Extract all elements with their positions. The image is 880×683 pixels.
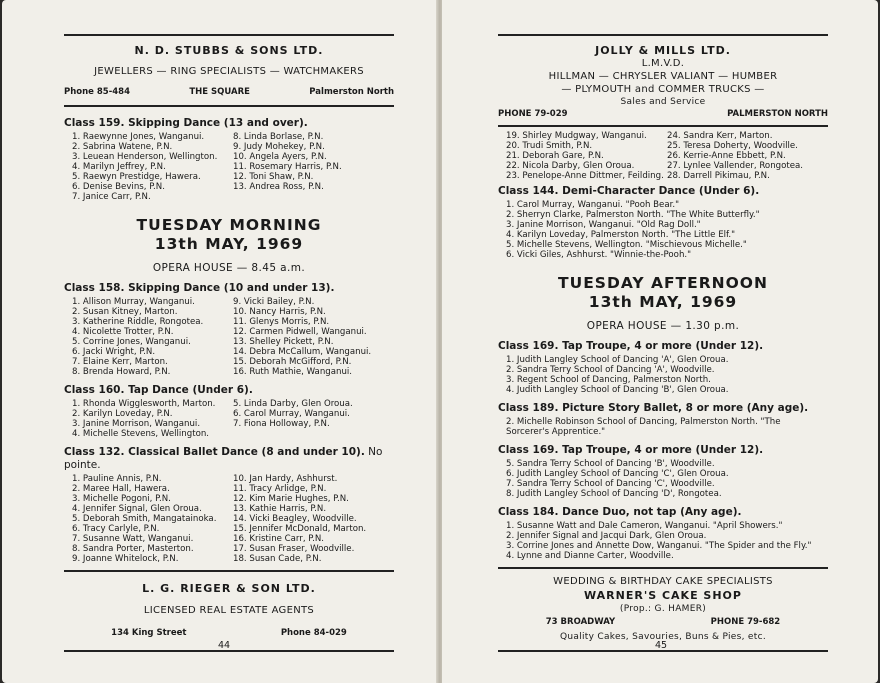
list-item: 5. Raewyn Prestidge, Hawera. — [72, 172, 201, 182]
session-day: TUESDAY MORNING — [136, 216, 322, 234]
ad-phone: Phone 85-484 — [64, 87, 130, 97]
list-item: 25. Teresa Doherty, Woodville. — [667, 141, 798, 151]
entry-column — [64, 474, 233, 564]
list-item: 1. Raewynne Jones, Wanganui. — [72, 132, 205, 142]
class-title: Class 169. Tap Troupe, 4 or more (Under 12). — [498, 340, 764, 352]
rule — [498, 567, 828, 569]
rule — [64, 570, 394, 572]
list-item: 13. Andrea Ross, P.N. — [233, 182, 324, 192]
list-item: 6. Carol Murray, Wanganui. — [233, 409, 350, 419]
class-title: Class 159. Skipping Dance (13 and over). — [64, 117, 308, 129]
list-item: 7. Elaine Kerr, Marton. — [72, 357, 168, 367]
list-item: 1. Susanne Watt and Dale Cameron, Wanganui. "April Showers." — [506, 521, 783, 531]
entry-list — [498, 521, 828, 561]
session-day: TUESDAY AFTERNOON — [558, 274, 768, 292]
list-item: 15. Jennifer McDonald, Marton. — [233, 524, 367, 534]
list-item: 6. Jacki Wright, P.N. — [72, 347, 156, 357]
list-item: 3. Janine Morrison, Wanganui. — [72, 419, 201, 429]
list-item: 6. Judith Langley School of Dancing 'C', Glen Oroua. — [506, 469, 729, 479]
entry-list — [498, 200, 828, 260]
list-item: 8. Sandra Porter, Masterton. — [72, 544, 194, 554]
class-title-block — [64, 446, 394, 472]
session-heading — [64, 216, 394, 254]
list-item: 5. Sandra Terry School of Dancing 'B', Woodville. — [506, 459, 715, 469]
list-item: 3. Corrine Jones and Annette Dow, Wanganui. "The Spider and the Fly." — [506, 541, 812, 551]
list-item: 9. Joanne Whitelock, P.N. — [72, 554, 179, 564]
entry-column — [233, 297, 394, 377]
class-title: Class 158. Skipping Dance (10 and under 13). — [64, 282, 335, 294]
rule — [64, 105, 394, 107]
ad-phone: Phone 84-029 — [280, 628, 347, 638]
ad-contact-row — [64, 87, 394, 97]
list-item: 13. Shelley Pickett, P.N. — [233, 337, 334, 347]
page-number: 44 — [218, 640, 231, 651]
entry-list — [498, 417, 828, 437]
list-item: 3. Michelle Pogoni, P.N. — [72, 494, 171, 504]
class-title: Class 144. Demi-Character Dance (Under 6). — [498, 185, 760, 197]
ad-line: L.M.V.D. — [641, 58, 685, 69]
list-item: 11. Rosemary Harris, P.N. — [233, 162, 342, 172]
entry-list — [64, 474, 394, 564]
list-item: 7. Susanne Watt, Wanganui. — [72, 534, 194, 544]
ad-phone: PHONE 79-682 — [710, 617, 781, 627]
list-item: 4. Lynne and Dianne Carter, Woodville. — [506, 551, 674, 561]
rule — [498, 125, 828, 127]
ad-address: THE SQUARE — [189, 87, 250, 97]
list-item: 3. Leuean Henderson, Wellington. — [72, 152, 218, 162]
ad-tagline: JEWELLERS — RING SPECIALISTS — WATCHMAKERS — [94, 66, 364, 77]
list-item: 4. Nicolette Trotter, P.N. — [72, 327, 174, 337]
list-item: 23. Penelope-Anne Dittmer, Feilding. — [506, 171, 664, 181]
list-item: 13. Kathie Harris, P.N. — [233, 504, 327, 514]
ad-name: WARNER'S CAKE SHOP — [584, 589, 742, 602]
list-item: 1. Judith Langley School of Dancing 'A', Glen Oroua. — [506, 355, 729, 365]
entry-column — [498, 131, 667, 181]
entry-list — [64, 399, 394, 439]
list-item: 24. Sandra Kerr, Marton. — [667, 131, 773, 141]
list-item: 8. Linda Borlase, P.N. — [233, 132, 324, 142]
list-item: 4. Karilyn Loveday, Palmerston North. "The Little Elf." — [506, 230, 736, 240]
ad-town: PALMERSTON NORTH — [727, 109, 828, 119]
list-item: 11. Glenys Morris, P.N. — [233, 317, 330, 327]
list-item: 5. Michelle Stevens, Wellington. "Mischievous Michelle." — [506, 240, 747, 250]
rule — [498, 34, 828, 36]
entry-list — [498, 459, 828, 499]
session-date: 13th MAY, 1969 — [154, 235, 304, 253]
list-item: 6. Denise Bevins, P.N. — [72, 182, 165, 192]
list-item: 5. Linda Darby, Glen Oroua. — [233, 399, 353, 409]
ad-address: 134 King Street — [111, 628, 187, 638]
ad-line: WEDDING & BIRTHDAY CAKE SPECIALISTS — [553, 576, 773, 587]
ad-tagline: LICENSED REAL ESTATE AGENTS — [143, 605, 315, 616]
list-item: 6. Vicki Giles, Ashhurst. "Winnie-the-Pooh." — [506, 250, 692, 260]
ad-name: L. G. RIEGER & SON LTD. — [142, 582, 316, 595]
entry-list — [498, 355, 828, 395]
list-item: 3. Janine Morrison, Wanganui. "Old Rag Doll." — [506, 220, 701, 230]
ad-name: JOLLY & MILLS LTD. — [595, 44, 731, 57]
list-item: 7. Sandra Terry School of Dancing 'C', Woodville. — [506, 479, 715, 489]
page-number: 45 — [655, 640, 668, 651]
session-heading — [498, 274, 828, 312]
list-item: 2. Karilyn Loveday, P.N. — [72, 409, 173, 419]
entry-column — [667, 131, 828, 181]
list-item: 7. Janice Carr, P.N. — [72, 192, 151, 202]
list-item: 18. Susan Cade, P.N. — [233, 554, 322, 564]
class-title-tail: No pointe. — [64, 446, 383, 471]
ad-line: (Prop.: G. HAMER) — [619, 604, 707, 614]
list-item: 5. Deborah Smith, Mangatainoka. — [72, 514, 217, 524]
list-item: 4. Michelle Stevens, Wellington. — [72, 429, 210, 439]
entry-list — [64, 297, 394, 377]
class-title: Class 184. Dance Duo, not tap (Any age). — [498, 506, 742, 518]
ad-stubbs — [64, 34, 394, 107]
list-item: 28. Darrell Pikimau, P.N. — [667, 171, 770, 181]
entry-column — [64, 297, 233, 377]
ad-town: Palmerston North — [309, 87, 394, 97]
list-item: 27. Lynlee Vallender, Rongotea. — [667, 161, 804, 171]
list-item: 9. Judy Mohekey, P.N. — [233, 142, 325, 152]
list-item: 19. Shirley Mudgway, Wanganui. — [506, 131, 647, 141]
list-item: 6. Tracy Carlyle, P.N. — [72, 524, 160, 534]
list-item: 22. Nicola Darby, Glen Oroua. — [506, 161, 635, 171]
entry-list — [64, 132, 394, 202]
list-item: 3. Katherine Riddle, Rongotea. — [72, 317, 204, 327]
session-venue: OPERA HOUSE — 1.30 p.m. — [586, 320, 740, 332]
list-item: 20. Trudi Smith, P.N. — [506, 141, 593, 151]
list-item: 14. Vicki Beagley, Woodville. — [233, 514, 357, 524]
list-item: 10. Angela Ayers, P.N. — [233, 152, 327, 162]
class-title: Class 132. Classical Ballet Dance (8 and under 10). — [64, 446, 365, 458]
list-item: 8. Judith Langley School of Dancing 'D', Rongotea. — [506, 489, 722, 499]
ad-line: Sales and Service — [620, 97, 706, 107]
list-item: 2. Sabrina Watene, P.N. — [72, 142, 173, 152]
list-item: 2. Sherryn Clarke, Palmerston North. "The White Butterfly." — [506, 210, 760, 220]
list-item: 17. Susan Fraser, Woodville. — [233, 544, 355, 554]
list-item: 21. Deborah Gare, P.N. — [506, 151, 604, 161]
ad-tagline: Quality Cakes, Savouries, Buns & Pies, etc. — [559, 632, 767, 642]
list-item: 26. Kerrie-Anne Ebbett, P.N. — [667, 151, 786, 161]
list-item: 12. Toni Shaw, P.N. — [233, 172, 314, 182]
list-item: 1. Allison Murray, Wanganui. — [72, 297, 195, 307]
list-item: 1. Carol Murray, Wanganui. "Pooh Bear." — [506, 200, 680, 210]
session-venue: OPERA HOUSE — 8.45 a.m. — [152, 262, 306, 274]
entry-column — [233, 399, 394, 439]
entry-column — [233, 474, 394, 564]
list-item: 9. Vicki Bailey, P.N. — [233, 297, 315, 307]
list-item: 2. Maree Hall, Hawera. — [72, 484, 170, 494]
entry-column — [233, 132, 394, 202]
list-item: 14. Debra McCallum, Wanganui. — [233, 347, 372, 357]
list-item: 12. Kim Marie Hughes, P.N. — [233, 494, 349, 504]
list-item: 4. Marilyn Jeffrey, P.N. — [72, 162, 166, 172]
rule — [64, 34, 394, 36]
entry-list-continued — [498, 131, 828, 181]
ad-line: — PLYMOUTH and COMMER TRUCKS — — [561, 84, 765, 95]
list-item: 10. Jan Hardy, Ashhurst. — [233, 474, 338, 484]
list-item: 2. Jennifer Signal and Jacqui Dark, Glen Oroua. — [506, 531, 707, 541]
ad-phone: PHONE 79-029 — [498, 109, 568, 119]
list-item: 12. Carmen Pidwell, Wanganui. — [233, 327, 367, 337]
list-item: 2. Sandra Terry School of Dancing 'A', Woodville. — [506, 365, 715, 375]
list-item: 2. Susan Kitney, Marton. — [72, 307, 178, 317]
list-item: 16. Ruth Mathie, Wanganui. — [233, 367, 353, 377]
ad-address: 73 BROADWAY — [545, 617, 616, 627]
list-item: 1. Rhonda Wigglesworth, Marton. — [72, 399, 216, 409]
list-item: 3. Regent School of Dancing, Palmerston North. — [506, 375, 711, 385]
list-item: 4. Jennifer Signal, Glen Oroua. — [72, 504, 202, 514]
class-title: Class 189. Picture Story Ballet, 8 or more (Any age). — [498, 402, 809, 414]
list-item: 7. Fiona Holloway, P.N. — [233, 419, 330, 429]
entry-column — [64, 132, 233, 202]
list-item: 1. Pauline Annis, P.N. — [72, 474, 162, 484]
list-item: 10. Nancy Harris, P.N. — [233, 307, 326, 317]
ad-contact-row — [64, 628, 394, 638]
ad-jolly-mills — [498, 34, 828, 127]
left-page — [2, 0, 438, 683]
list-item: 8. Brenda Howard, P.N. — [72, 367, 171, 377]
session-date: 13th MAY, 1969 — [588, 293, 738, 311]
right-page — [442, 0, 878, 683]
list-item: 15. Deborah McGifford, P.N. — [233, 357, 352, 367]
ad-name: N. D. STUBBS & SONS LTD. — [134, 44, 324, 57]
list-item: 5. Corrine Jones, Wanganui. — [72, 337, 191, 347]
list-item: 11. Tracy Arlidge, P.N. — [233, 484, 327, 494]
class-title: Class 169. Tap Troupe, 4 or more (Under 12). — [498, 444, 764, 456]
entry-column — [64, 399, 233, 439]
ad-contact-row — [498, 617, 828, 627]
ad-line: HILLMAN — CHRYSLER VALIANT — HUMBER — [548, 71, 778, 82]
list-item: Sorcerer's Apprentice." — [506, 427, 606, 437]
list-item: 16. Kristine Carr, P.N. — [233, 534, 325, 544]
class-title: Class 160. Tap Dance (Under 6). — [64, 384, 253, 396]
list-item: 4. Judith Langley School of Dancing 'B', Glen Oroua. — [506, 385, 729, 395]
list-item: 2. Michelle Robinson School of Dancing, Palmerston North. "The — [506, 417, 781, 427]
ad-contact-row — [498, 109, 828, 119]
